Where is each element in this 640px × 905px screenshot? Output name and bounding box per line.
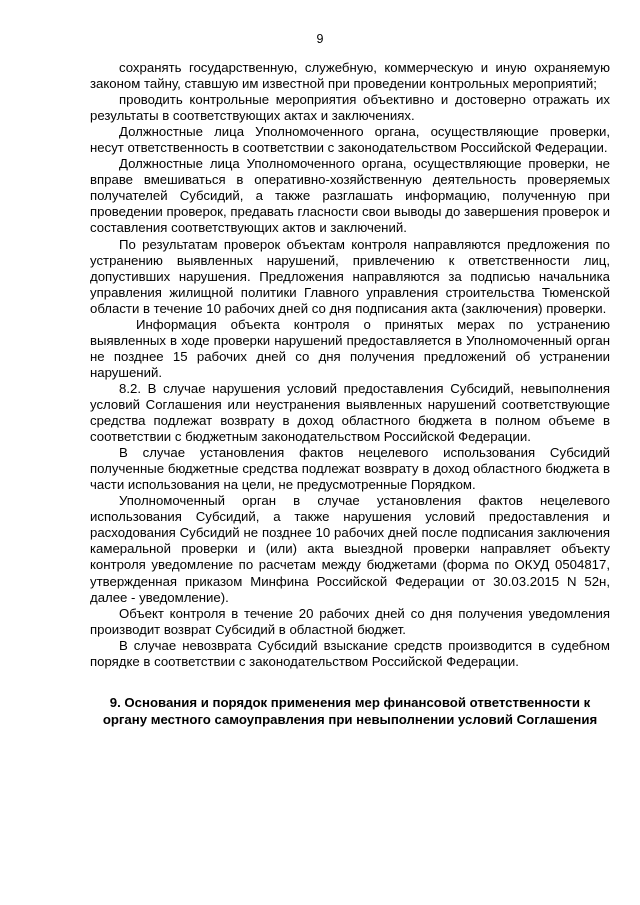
paragraph-proposals: По результатам проверок объектам контроля направляются предложения по устранению выявленных нарушений, привлечению к ответственности лиц, допустивших нарушения. Предложения направляются за подписью начальника управления жилищной политики Главного управления строительства Тюменской области в течение 10 рабочих дней со дня подписания акта (заключения) проверки. [90,236,610,316]
page-number: 9 [316,32,324,46]
paragraph-non-interference: Должностные лица Уполномоченного органа, осуществляющие проверки, не вправе вмешиваться в оперативно-хозяйственную деятельность проверяемых получателей Субсидий, а также разглашать информацию, полученную при проведении проверок, предавать гласности свои выводы до завершения проверок и составления соответствующих актов и заключений. [90,156,610,236]
paragraph-refund: Объект контроля в течение 20 рабочих дней со дня получения уведомления производит возврат Субсидий в областной бюджет. [90,605,610,637]
paragraph-responsibility: Должностные лица Уполномоченного органа, осуществляющие проверки, несут ответственность в соответствии с законодательством Российской Федерации. [90,124,610,156]
document-body [90,60,610,728]
section-heading-9: 9. Основания и порядок применения мер финансовой ответственности к органу местного самоуправления при невыполнении условий Соглашения [102,694,598,727]
paragraph-measures-info: Информация объекта контроля о принятых мерах по устранению выявленных в ходе проверки нарушений предоставляется в Уполномоченный орган не позднее 15 рабочих дней со дня получения предложений об устранении нарушений. [90,316,610,380]
paragraph-confidentiality: сохранять государственную, служебную, коммерческую и иную охраняемую законом тайну, ставшую им известной при проведении контрольных мероприятий; [90,60,610,92]
paragraph-objectivity: проводить контрольные мероприятия объективно и достоверно отражать их результаты в соответствующих актах и заключениях. [90,92,610,124]
paragraph-8-2: 8.2. В случае нарушения условий предоставления Субсидий, невыполнения условий Соглашения или неустранения выявленных нарушений соответствующие средства подлежат возврату в доход областного бюджета в полном объеме в соответствии с бюджетным законодательством Российской Федерации. [90,380,610,445]
paragraph-court-recovery: В случае невозврата Субсидий взыскание средств производится в судебном порядке в соответствии с законодательством Российской Федерации. [90,637,610,669]
paragraph-notification: Уполномоченный орган в случае установления фактов нецелевого использования Субсидий, а также нарушения условий предоставления и расходования Субсидий не позднее 10 рабочих дней после подписания заключения камеральной проверки и (или) акта выездной проверки направляет объекту контроля уведомление по расчетам между бюджетами (форма по ОКУД 0504817, утвержденная приказом Минфина Российской Федерации от 30.03.2015 N 52н, далее - уведомление). [90,493,610,605]
paragraph-misuse: В случае установления фактов нецелевого использования Субсидий полученные бюджетные средства подлежат возврату в доход областного бюджета в части использования на цели, не предусмотренные Порядком. [90,445,610,493]
